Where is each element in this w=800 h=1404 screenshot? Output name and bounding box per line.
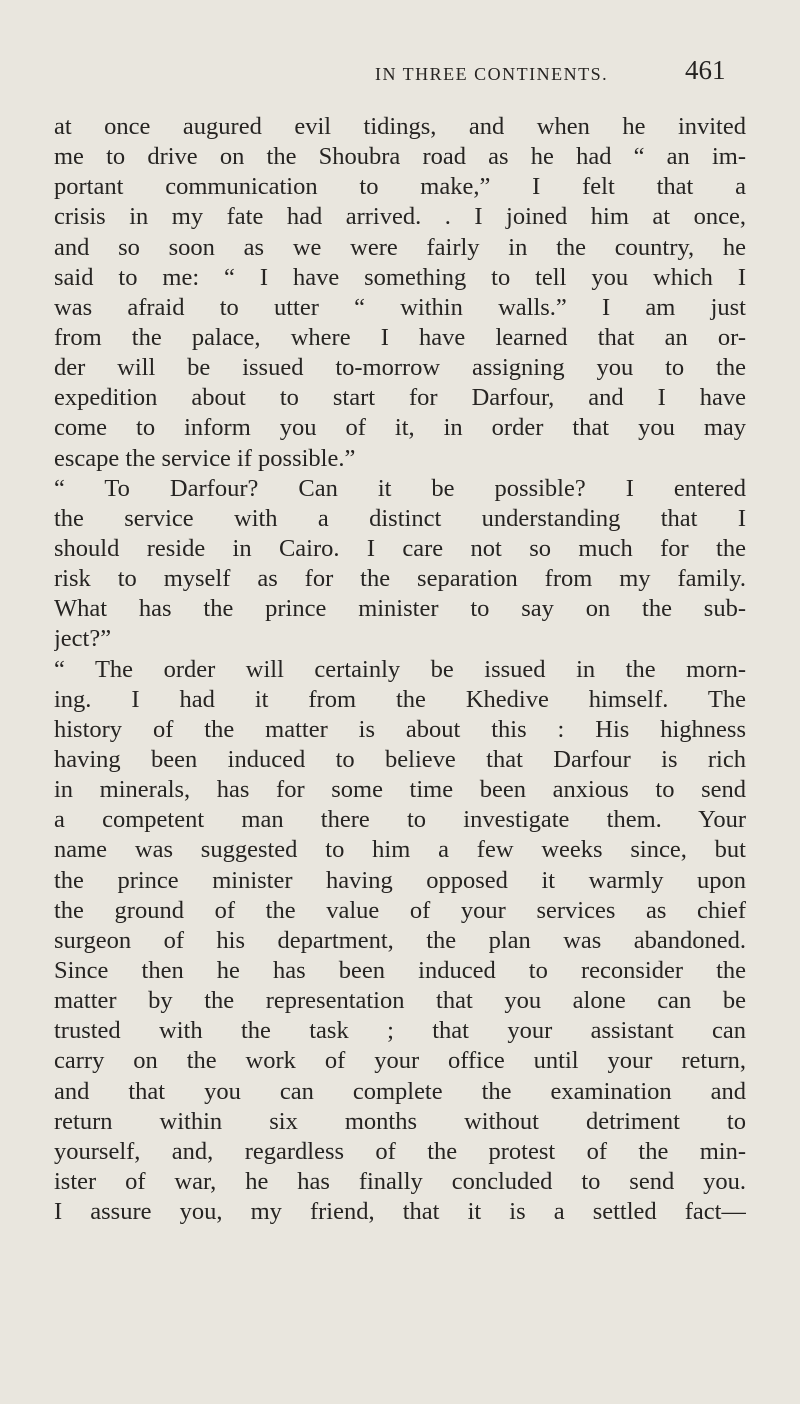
text-line: and so soon as we were fairly in the country, he [54, 233, 746, 261]
text-line: come to inform you of it, in order that you may [54, 414, 746, 442]
text-line: der will be issued to-morrow assigning you to the [54, 354, 746, 382]
text-line: carry on the work of your office until your return, [54, 1047, 746, 1075]
text-line: and that you can complete the examination and [54, 1077, 746, 1105]
text-line: the prince minister having opposed it warmly upon [54, 866, 746, 894]
text-line: “ To Darfour? Can it be possible? I entered [54, 474, 746, 502]
text-line: crisis in my fate had arrived. . I joined him at once, [54, 203, 746, 231]
running-title: IN THREE CONTINENTS. [375, 64, 609, 84]
text-line: ister of war, he has finally concluded to send you. [54, 1167, 746, 1195]
text-line: “ The order will certainly be issued in the morn- [54, 655, 746, 683]
text-line: ject?” [54, 625, 112, 653]
text-line: matter by the representation that you alone can be [54, 987, 746, 1015]
text-line: return within six months without detriment to [54, 1107, 746, 1135]
body-text [54, 112, 746, 1227]
text-line: the ground of the value of your services as chief [54, 896, 746, 924]
text-line: expedition about to start for Darfour, and I have [54, 384, 746, 412]
text-line: I assure you, my friend, that it is a settled fact— [54, 1198, 746, 1226]
text-line: What has the prince minister to say on the sub- [54, 595, 746, 623]
text-line: at once augured evil tidings, and when he invited [54, 113, 746, 140]
text-line: me to drive on the Shoubra road as he had “ an im- [54, 143, 746, 171]
text-line: history of the matter is about this : His highness [54, 715, 746, 743]
text-line: was afraid to utter “ within walls.” I am just [54, 293, 746, 321]
text-line: Since then he has been induced to reconsider the [54, 956, 746, 984]
text-line: escape the service if possible.” [54, 444, 356, 472]
text-line: portant communication to make,” I felt that a [54, 173, 746, 201]
text-line: ing. I had it from the Khedive himself. The [54, 685, 746, 713]
text-line: a competent man there to investigate them. Your [54, 806, 746, 834]
text-line: should reside in Cairo. I care not so much for the [54, 534, 746, 562]
text-line: name was suggested to him a few weeks since, but [54, 836, 746, 864]
text-line: having been induced to believe that Darfour is rich [54, 745, 746, 773]
text-line: risk to myself as for the separation from my family. [54, 565, 746, 593]
running-head [0, 54, 800, 94]
text-line: yourself, and, regardless of the protest of the min- [54, 1137, 746, 1165]
text-line: in minerals, has for some time been anxious to send [54, 776, 746, 804]
text-line: surgeon of his department, the plan was abandoned. [54, 926, 746, 954]
text-line: said to me: “ I have something to tell you which I [54, 263, 746, 291]
text-line: the service with a distinct understanding that I [54, 504, 746, 532]
text-line: from the palace, where I have learned that an or- [54, 323, 746, 351]
text-line: trusted with the task ; that your assistant can [54, 1017, 746, 1045]
page-number: 461 [685, 55, 726, 85]
